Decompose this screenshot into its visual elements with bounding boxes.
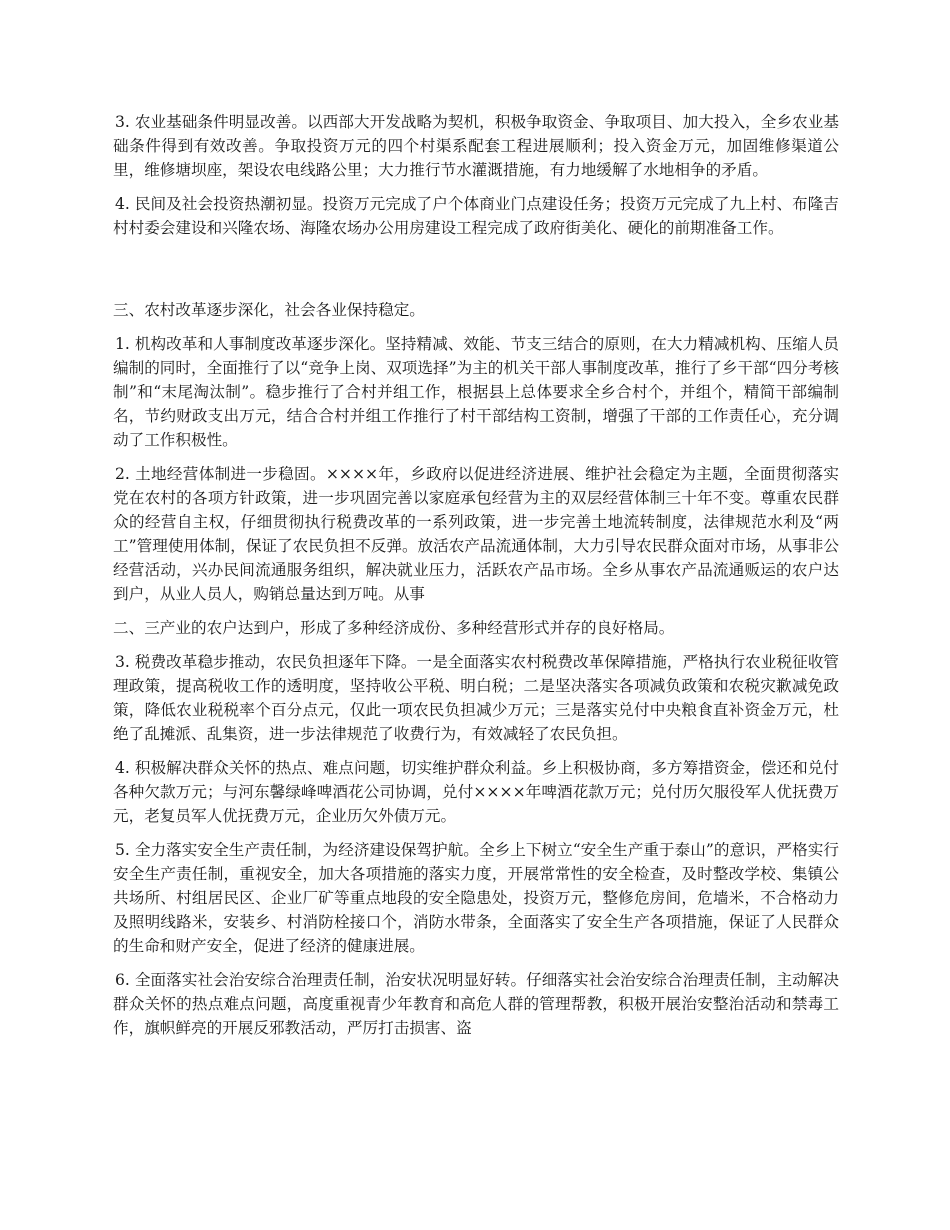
paragraph-institutional-reform: 1. 机构改革和人事制度改革逐步深化。坚持精减、效能、节支三结合的原则，在大力精减机构、压缩人员编制的同时，全面推行了以“竞争上岗、双项选择”为主的机关干部人事制度改革，推行了乡干部“四分考核制”和“末尾淘汰制”。稳步推行了合村并组工作，根据县上总体要求全乡合村个，并组个，精简干部编制名，节约财政支出万元，结合合村并组工作推行了村干部结构工资制，增强了干部的工作责任心，充分调动了工作积极性。 [113,335,839,449]
paragraph-industry-households: 二、三产业的农户达到户，形成了多种经济成份、多种经营形式并存的良好格局。 [113,619,675,637]
section-spacer [113,250,839,298]
paragraph-agriculture-infrastructure: 3. 农业基础条件明显改善。以西部大开发战略为契机，积极争取资金、争取项目、加大投入，全乡农业基础条件得到有效改善。争取投资万元的四个村渠系配套工程进展顺利；投入资金万元，加固维修渠道公里，维修塘坝座，架设农电线路公里；大力推行节水灌溉措施，有力地缓解了水地相争的矛盾。 [113,113,839,179]
paragraph-land-management: 2. 土地经营体制进一步稳固。××××年，乡政府以促进经济进展、维护社会稳定为主题，全面贯彻落实党在农村的各项方针政策，进一步巩固完善以家庭承包经营为主的双层经营体制三十年不变。尊重农民群众的经营自主权，仔细贯彻执行税费改革的一系列政策，进一步完善土地流转制度，法律规范水利及“两工”管理使用体制，保证了农民负担不反弹。放活农产品流通体制，大力引导农民群众面对市场，从事非公经营活动，兴办民间流通服务组织，解决就业压力，活跃农产品市场。全乡从事农产品流通贩运的农户达到户，从业人员人，购销总量达到万吨。从事 [113,465,839,603]
paragraph-safety-production: 5. 全力落实安全生产责任制，为经济建设保驾护航。全乡上下树立“安全生产重于泰山”的意识，严格实行安全生产责任制，重视安全，加大各项措施的落实力度，开展常常性的安全检查，及时整改学校、集镇公共场所、村组居民区、企业厂矿等重点地段的安全隐患处，投资万元，整修危房间，危墙米，不合格动力及照明线路米，安装乡、村消防栓接口个，消防水带条，全面落实了安全生产各项措施，保证了人民群众的生命和财产安全，促进了经济的健康进展。 [113,841,839,955]
section-heading-rural-reform: 三、农村改革逐步深化，社会各业保持稳定。 [113,301,425,319]
paragraph-tax-reform: 3. 税费改革稳步推动，农民负担逐年下降。一是全面落实农村税费改革保障措施，严格执行农业税征收管理政策，提高税收工作的透明度，坚持收公平税、明白税；二是坚决落实各项减负政策和农税灾歉减免政策，降低农业税税率个百分点元，仅此一项农民负担减少万元；三是落实兑付中央粮食直补资金万元，杜绝了乱摊派、乱集资，进一步法律规范了收费行为，有效减轻了农民负担。 [113,653,839,743]
document-body [113,110,839,1050]
paragraph-private-investment: 4. 民间及社会投资热潮初显。投资万元完成了户个体商业门点建设任务；投资万元完成了九上村、布隆吉村村委会建设和兴隆农场、海隆农场办公用房建设工程完成了政府街美化、硬化的前期准备工作。 [113,195,839,237]
paragraph-public-security: 6. 全面落实社会治安综合治理责任制，治安状况明显好转。仔细落实社会治安综合治理责任制，主动解决群众关怀的热点难点问题，高度重视青少年教育和高危人群的管理帮教，积极开展治安整治活动和禁毒工作，旗帜鲜亮的开展反邪教活动，严厉打击损害、盗 [113,971,839,1037]
paragraph-public-concerns: 4. 积极解决群众关怀的热点、难点问题，切实维护群众利益。乡上积极协商，多方筹措资金，偿还和兑付各种欠款万元；与河东馨绿峰啤酒花公司协调，兑付××××年啤酒花款万元；兑付历欠服役军人优抚费万元，老复员军人优抚费万元，企业历欠外债万元。 [113,759,839,825]
